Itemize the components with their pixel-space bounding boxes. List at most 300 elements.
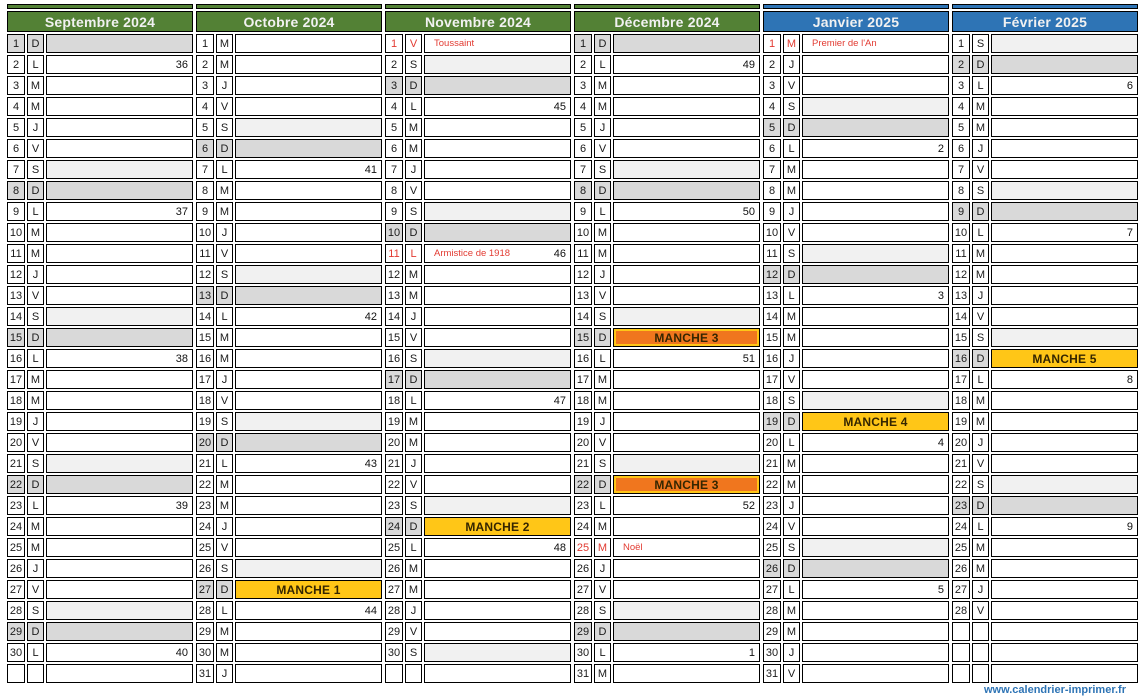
day-note-cell	[235, 181, 382, 200]
day-number-cell: 27	[385, 580, 403, 599]
day-row	[952, 139, 1138, 158]
day-row	[952, 55, 1138, 74]
day-letter-cell: J	[783, 55, 800, 74]
day-row	[196, 160, 382, 179]
day-note-cell	[235, 223, 382, 242]
month-header: Janvier 2025	[763, 11, 949, 32]
day-number-cell: 20	[574, 433, 592, 452]
day-number-cell: 9	[574, 202, 592, 221]
day-row	[7, 34, 193, 53]
day-row	[574, 454, 760, 473]
day-letter-cell: D	[972, 55, 989, 74]
day-letter-cell: V	[27, 139, 44, 158]
day-note-cell	[46, 286, 193, 305]
day-number-cell: 4	[952, 97, 970, 116]
day-note-cell	[46, 517, 193, 536]
day-number-cell: 15	[7, 328, 25, 347]
day-note-cell	[46, 34, 193, 53]
day-note-cell	[424, 202, 571, 221]
day-row	[196, 55, 382, 74]
day-letter-cell: M	[216, 55, 233, 74]
day-number-cell: 20	[7, 433, 25, 452]
day-note-cell	[235, 475, 382, 494]
day-letter-cell: J	[27, 265, 44, 284]
day-row	[7, 475, 193, 494]
day-row	[385, 664, 571, 683]
day-row	[574, 34, 760, 53]
day-number-cell: 23	[196, 496, 214, 515]
day-number-cell: 10	[385, 223, 403, 242]
day-number-cell: 5	[574, 118, 592, 137]
day-letter-cell: D	[405, 76, 422, 95]
day-note-cell	[424, 496, 571, 515]
day-note-cell	[46, 391, 193, 410]
day-note-cell	[991, 412, 1138, 431]
day-letter-cell: J	[972, 286, 989, 305]
day-note-cell	[802, 328, 949, 347]
day-number-cell: 31	[574, 664, 592, 683]
day-number-cell: 7	[385, 160, 403, 179]
day-letter-cell: M	[27, 223, 44, 242]
day-letter-cell: S	[594, 601, 611, 620]
day-note-cell	[991, 181, 1138, 200]
day-letter-cell: D	[27, 475, 44, 494]
day-row	[952, 622, 1138, 641]
day-row	[574, 559, 760, 578]
day-number-cell: 10	[574, 223, 592, 242]
day-letter-cell: M	[972, 244, 989, 263]
day-letter-cell: M	[594, 244, 611, 263]
day-note-cell	[46, 622, 193, 641]
day-letter-cell: L	[405, 391, 422, 410]
day-note-cell	[424, 517, 571, 536]
day-number-cell: 21	[763, 454, 781, 473]
day-note-cell	[613, 622, 760, 641]
day-note-cell	[46, 349, 193, 368]
day-number-cell: 24	[763, 517, 781, 536]
day-letter-cell: M	[27, 97, 44, 116]
day-letter-cell: S	[216, 412, 233, 431]
day-number-cell: 5	[385, 118, 403, 137]
day-note-cell	[235, 76, 382, 95]
day-row	[763, 391, 949, 410]
day-note-cell	[235, 454, 382, 473]
day-row	[952, 76, 1138, 95]
day-letter-cell: M	[405, 139, 422, 158]
day-row	[385, 496, 571, 515]
month-novembre-2024	[385, 4, 571, 683]
day-note-cell	[613, 286, 760, 305]
day-note-cell	[424, 349, 571, 368]
day-note-cell	[613, 202, 760, 221]
day-row	[574, 223, 760, 242]
website-link[interactable]: www.calendrier-imprimer.fr	[983, 684, 1126, 696]
day-letter-cell: L	[27, 55, 44, 74]
day-row	[196, 202, 382, 221]
day-note-cell	[235, 97, 382, 116]
day-letter-cell: M	[27, 517, 44, 536]
day-number-cell: 4	[385, 97, 403, 116]
day-note-cell	[613, 97, 760, 116]
day-row	[763, 202, 949, 221]
day-note-cell	[613, 244, 760, 263]
day-note-cell	[991, 118, 1138, 137]
week-number: 44	[364, 604, 377, 617]
day-number-cell: 30	[196, 643, 214, 662]
day-row	[7, 412, 193, 431]
day-number-cell: 11	[574, 244, 592, 263]
day-letter-cell: J	[405, 307, 422, 326]
day-row	[574, 139, 760, 158]
day-letter-cell: M	[216, 622, 233, 641]
day-row	[385, 139, 571, 158]
day-note-cell	[235, 160, 382, 179]
week-number: 42	[364, 310, 377, 323]
day-letter-cell: D	[216, 433, 233, 452]
day-note-cell	[991, 76, 1138, 95]
day-row	[385, 454, 571, 473]
day-note-cell	[424, 139, 571, 158]
day-note-cell	[46, 202, 193, 221]
day-letter-cell: L	[972, 370, 989, 389]
day-note-cell	[46, 601, 193, 620]
day-note-cell	[613, 349, 760, 368]
day-row	[385, 118, 571, 137]
day-row	[7, 664, 193, 683]
day-letter-cell: M	[594, 370, 611, 389]
day-number-cell: 24	[385, 517, 403, 536]
day-number-cell: 25	[952, 538, 970, 557]
week-number: 47	[553, 394, 566, 407]
day-note-cell	[802, 55, 949, 74]
day-row	[7, 601, 193, 620]
day-note-cell	[991, 559, 1138, 578]
day-row	[7, 328, 193, 347]
day-number-cell: 7	[952, 160, 970, 179]
day-note-cell	[46, 433, 193, 452]
day-number-cell: 11	[7, 244, 25, 263]
day-row	[574, 202, 760, 221]
day-note-cell	[235, 433, 382, 452]
day-note-cell	[424, 265, 571, 284]
day-row	[385, 97, 571, 116]
day-row	[763, 160, 949, 179]
day-letter-cell: J	[27, 118, 44, 137]
day-letter-cell: M	[216, 643, 233, 662]
day-letter-cell: J	[972, 139, 989, 158]
day-letter-cell: S	[972, 181, 989, 200]
day-row	[385, 202, 571, 221]
day-row	[7, 517, 193, 536]
day-row	[763, 433, 949, 452]
day-note-cell	[46, 454, 193, 473]
day-number-cell: 5	[763, 118, 781, 137]
day-row	[385, 328, 571, 347]
day-row	[196, 391, 382, 410]
day-letter-cell: J	[216, 223, 233, 242]
day-letter-cell: S	[972, 328, 989, 347]
event-badge: MANCHE 4	[803, 413, 948, 430]
day-row	[385, 55, 571, 74]
day-letter-cell: M	[783, 328, 800, 347]
week-number: 41	[364, 163, 377, 176]
week-number: 50	[742, 205, 755, 218]
day-row	[196, 328, 382, 347]
day-number-cell: 1	[952, 34, 970, 53]
day-letter-cell: S	[783, 538, 800, 557]
day-number-cell: 26	[385, 559, 403, 578]
day-row	[7, 97, 193, 116]
day-number-cell: 6	[7, 139, 25, 158]
day-row	[763, 517, 949, 536]
day-number-cell: 27	[763, 580, 781, 599]
day-note-cell	[235, 664, 382, 683]
day-note-cell	[613, 328, 760, 347]
day-number-cell: 22	[763, 475, 781, 494]
day-number-cell: 29	[763, 622, 781, 641]
day-letter-cell: V	[594, 286, 611, 305]
day-note-cell	[613, 580, 760, 599]
day-row	[385, 517, 571, 536]
day-row	[385, 391, 571, 410]
day-row	[952, 643, 1138, 662]
day-letter-cell: V	[27, 286, 44, 305]
day-note-cell	[235, 307, 382, 326]
day-letter-cell: M	[216, 496, 233, 515]
day-letter-cell: L	[216, 160, 233, 179]
day-letter-cell: M	[27, 244, 44, 263]
day-letter-cell: M	[972, 391, 989, 410]
day-row	[7, 580, 193, 599]
day-number-cell: 17	[574, 370, 592, 389]
day-number-cell: 17	[385, 370, 403, 389]
day-number-cell: 12	[7, 265, 25, 284]
day-number-cell: 13	[952, 286, 970, 305]
day-note-cell	[802, 622, 949, 641]
day-letter-cell: M	[216, 202, 233, 221]
day-note-cell	[991, 391, 1138, 410]
day-number-cell: 12	[196, 265, 214, 284]
day-row	[952, 538, 1138, 557]
day-row	[574, 370, 760, 389]
day-row	[574, 580, 760, 599]
day-note-cell	[991, 433, 1138, 452]
day-note-cell	[802, 412, 949, 431]
day-letter-cell: L	[405, 538, 422, 557]
day-number-cell: 15	[385, 328, 403, 347]
day-number-cell: 11	[385, 244, 403, 263]
day-row	[952, 664, 1138, 683]
day-note-cell	[802, 202, 949, 221]
day-number-cell: 3	[574, 76, 592, 95]
day-row	[7, 76, 193, 95]
day-number-cell: 7	[7, 160, 25, 179]
day-letter-cell: S	[405, 55, 422, 74]
day-row	[196, 34, 382, 53]
day-row	[196, 580, 382, 599]
day-number-cell: 18	[763, 391, 781, 410]
day-number-cell: 2	[385, 55, 403, 74]
day-row	[763, 454, 949, 473]
day-row	[196, 223, 382, 242]
day-row	[952, 97, 1138, 116]
day-note-cell	[613, 454, 760, 473]
day-number-cell: 7	[574, 160, 592, 179]
day-note-cell	[424, 559, 571, 578]
day-note-cell	[424, 286, 571, 305]
day-letter-cell: M	[972, 538, 989, 557]
day-note-cell	[424, 55, 571, 74]
day-number-cell: 24	[574, 517, 592, 536]
day-number-cell: 1	[7, 34, 25, 53]
day-number-cell: 16	[7, 349, 25, 368]
day-number-cell: 26	[574, 559, 592, 578]
day-letter-cell: M	[27, 391, 44, 410]
day-note-cell	[235, 496, 382, 515]
day-note-cell	[235, 286, 382, 305]
day-row	[574, 160, 760, 179]
day-letter-cell: J	[972, 580, 989, 599]
day-letter-cell: L	[27, 202, 44, 221]
day-letter-cell: V	[594, 580, 611, 599]
day-number-cell: 21	[385, 454, 403, 473]
day-number-cell: 19	[952, 412, 970, 431]
day-row	[385, 307, 571, 326]
day-letter-cell: J	[972, 433, 989, 452]
day-note-cell	[802, 139, 949, 158]
day-number-cell: 9	[7, 202, 25, 221]
day-row	[196, 370, 382, 389]
day-letter-cell: V	[405, 328, 422, 347]
day-letter-cell: D	[27, 328, 44, 347]
day-row	[385, 559, 571, 578]
day-number-cell: 13	[7, 286, 25, 305]
day-number-cell: 3	[196, 76, 214, 95]
day-row	[196, 622, 382, 641]
day-number-cell: 30	[763, 643, 781, 662]
day-row	[952, 118, 1138, 137]
day-row	[763, 139, 949, 158]
day-note-cell	[802, 664, 949, 683]
day-number-cell: 4	[196, 97, 214, 116]
day-row	[763, 223, 949, 242]
week-number: 48	[553, 541, 566, 554]
day-note-cell	[991, 370, 1138, 389]
day-number-cell: 11	[952, 244, 970, 263]
day-row	[7, 286, 193, 305]
day-note-cell	[424, 664, 571, 683]
day-number-cell: 10	[7, 223, 25, 242]
day-row	[7, 433, 193, 452]
day-note-cell	[235, 370, 382, 389]
day-note-cell	[424, 475, 571, 494]
day-number-cell: 4	[7, 97, 25, 116]
day-row	[574, 97, 760, 116]
day-letter-cell: L	[783, 580, 800, 599]
day-row	[574, 475, 760, 494]
week-number: 8	[1126, 373, 1133, 386]
day-note-cell	[235, 244, 382, 263]
day-row	[763, 580, 949, 599]
day-note-cell	[802, 475, 949, 494]
day-number-cell: 8	[763, 181, 781, 200]
day-note-cell	[235, 118, 382, 137]
day-letter-cell: M	[216, 328, 233, 347]
day-note-cell	[613, 559, 760, 578]
day-note-cell	[46, 643, 193, 662]
day-note-cell	[424, 307, 571, 326]
day-number-cell: 28	[196, 601, 214, 620]
day-letter-cell	[972, 622, 989, 641]
calendar-grid	[7, 4, 1138, 683]
day-letter-cell: V	[405, 622, 422, 641]
holiday-label: Armistice de 1918	[434, 248, 511, 259]
month-septembre-2024	[7, 4, 193, 683]
day-letter-cell: L	[27, 496, 44, 515]
day-row	[7, 139, 193, 158]
day-row	[574, 76, 760, 95]
day-note-cell	[991, 454, 1138, 473]
day-number-cell: 25	[7, 538, 25, 557]
day-note-cell	[802, 223, 949, 242]
day-letter-cell: D	[783, 559, 800, 578]
day-letter-cell: M	[972, 118, 989, 137]
day-number-cell: 12	[763, 265, 781, 284]
day-note-cell	[424, 34, 571, 53]
day-note-cell	[802, 433, 949, 452]
day-number-cell: 5	[196, 118, 214, 137]
day-note-cell	[424, 412, 571, 431]
day-row	[574, 181, 760, 200]
day-row	[952, 223, 1138, 242]
day-note-cell	[613, 55, 760, 74]
day-note-cell	[802, 34, 949, 53]
day-row	[952, 244, 1138, 263]
day-note-cell	[802, 643, 949, 662]
day-number-cell: 21	[952, 454, 970, 473]
day-row	[196, 601, 382, 620]
day-row	[385, 433, 571, 452]
event-badge: MANCHE 1	[236, 581, 381, 598]
day-number-cell: 30	[7, 643, 25, 662]
day-letter-cell: M	[594, 391, 611, 410]
day-number-cell: 16	[196, 349, 214, 368]
day-letter-cell: J	[594, 118, 611, 137]
month-janvier-2025	[763, 4, 949, 683]
day-letter-cell: M	[216, 181, 233, 200]
day-note-cell	[802, 370, 949, 389]
day-letter-cell: S	[27, 454, 44, 473]
day-number-cell: 25	[763, 538, 781, 557]
holiday-label: Toussaint	[434, 38, 475, 49]
day-note-cell	[235, 391, 382, 410]
day-note-cell	[46, 223, 193, 242]
day-letter-cell: S	[783, 391, 800, 410]
day-letter-cell: D	[594, 622, 611, 641]
day-note-cell	[424, 97, 571, 116]
day-row	[385, 244, 571, 263]
week-number: 37	[175, 205, 188, 218]
day-number-cell: 27	[574, 580, 592, 599]
day-letter-cell: V	[216, 97, 233, 116]
day-note-cell	[235, 517, 382, 536]
day-number-cell: 14	[574, 307, 592, 326]
day-number-cell: 6	[763, 139, 781, 158]
day-note-cell	[991, 244, 1138, 263]
day-note-cell	[802, 349, 949, 368]
month-header: Octobre 2024	[196, 11, 382, 32]
day-note-cell	[613, 307, 760, 326]
